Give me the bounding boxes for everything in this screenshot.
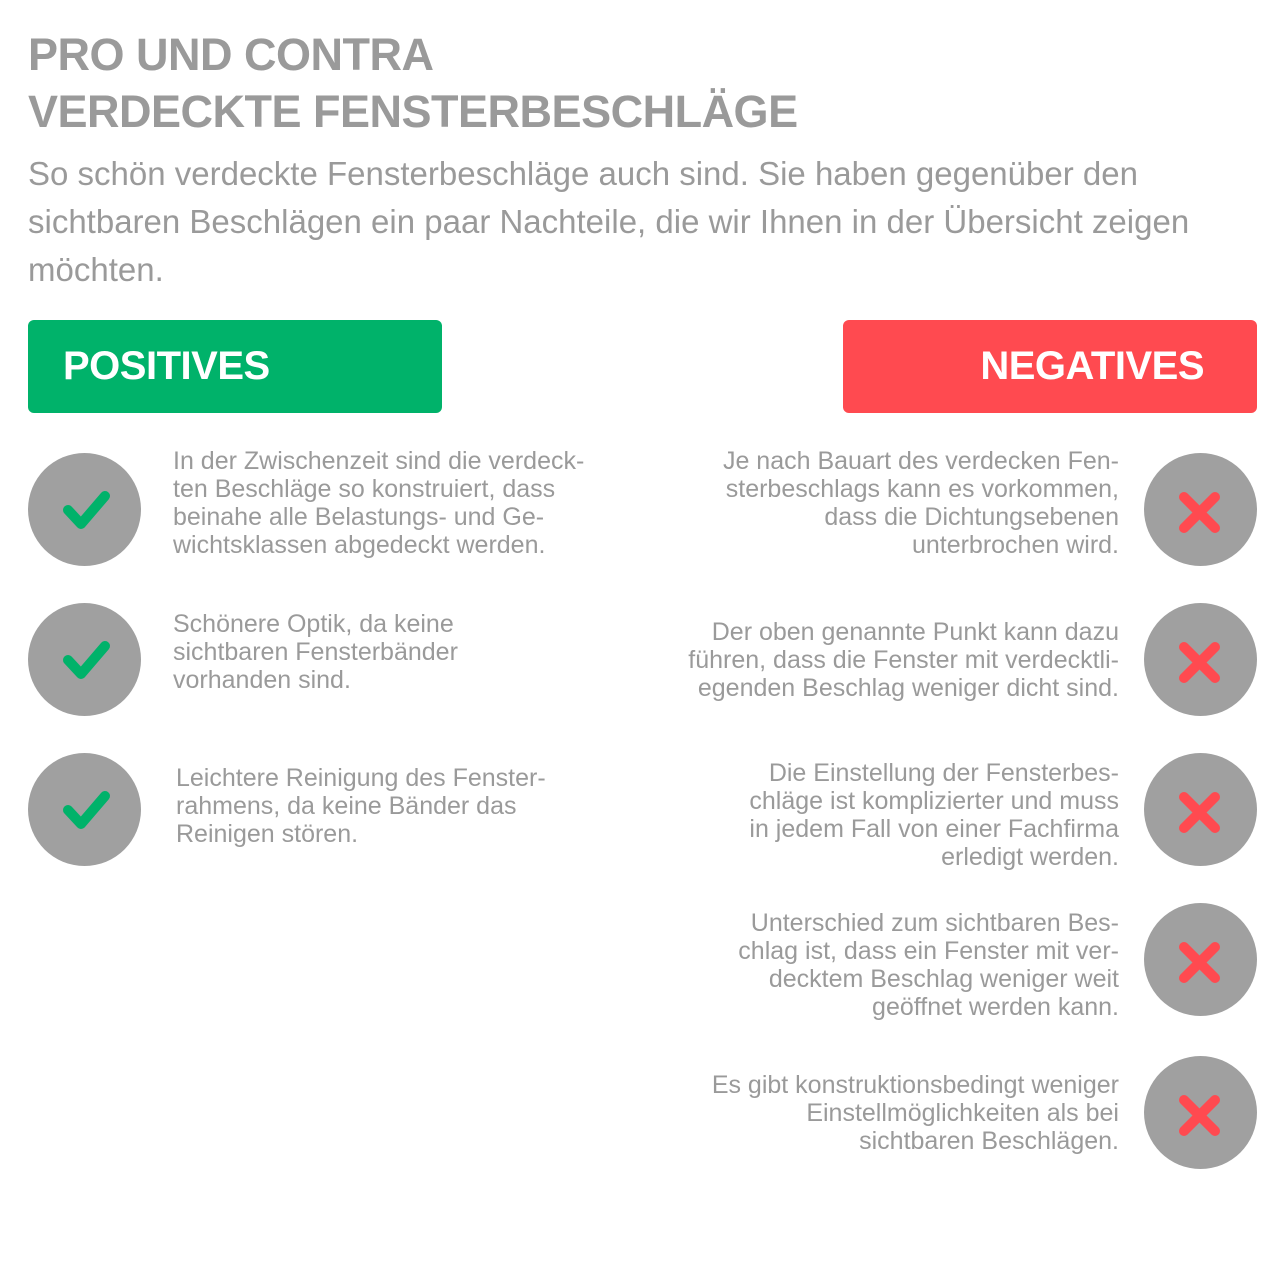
negative-item-4-cross-icon: [1144, 903, 1257, 1016]
positive-item-2-check-icon: [28, 603, 141, 716]
positive-item-2-text: Schönere Optik, da keine sichtbaren Fensterbänder vorhanden sind.: [173, 610, 458, 694]
positive-item-1-check-icon: [28, 453, 141, 566]
positive-item-3-text: Leichtere Reinigung des Fenster- rahmens, da keine Bänder das Reinigen stören.: [176, 764, 546, 848]
negative-item-2-text: Der oben genannte Punkt kann dazu führen, dass die Fenster mit verdecktli- egenden Beschlag weniger dicht sind.: [688, 618, 1119, 702]
intro-text: So schön verdeckte Fensterbeschläge auch sind. Sie haben gegenüber den sichtbaren Beschlägen ein paar Nachteile, die wir Ihnen in der Übersicht zeigen möchten.: [28, 155, 1190, 288]
negative-item-1-text: Je nach Bauart des verdecken Fen- sterbeschlags kann es vorkommen, dass die Dichtungsebenen unterbrochen wird.: [722, 447, 1119, 559]
negatives-header: NEGATIVES: [843, 320, 1257, 413]
negative-item-5-cross-icon: [1144, 1056, 1257, 1169]
negative-item-1-cross-icon: [1144, 453, 1257, 566]
negative-item-2-cross-icon: [1144, 603, 1257, 716]
positive-item-1-text: In der Zwischenzeit sind die verdeck- ten Beschläge so konstruiert, dass beinahe alle Belastungs- und Ge- wichtsklassen abgedeckt werden.: [173, 447, 585, 559]
title-line-1: PRO UND CONTRA: [28, 29, 434, 80]
positives-header: POSITIVES: [28, 320, 442, 413]
negative-item-3-cross-icon: [1144, 753, 1257, 866]
negative-item-5-text: Es gibt konstruktionsbedingt weniger Einstellmöglichkeiten als bei sichtbaren Beschlägen.: [711, 1071, 1119, 1155]
title-line-2: VERDECKTE FENSTERBESCHLÄGE: [28, 86, 798, 137]
negative-item-3-text: Die Einstellung der Fensterbes- chläge ist komplizierter und muss in jedem Fall von einer Fachfirma erledigt werden.: [749, 759, 1119, 871]
negative-item-4-text: Unterschied zum sichtbaren Bes- chlag ist, dass ein Fenster mit ver- decktem Beschlag weniger weit geöffnet werden kann.: [738, 909, 1119, 1021]
page-title: [28, 26, 798, 140]
positive-item-3-check-icon: [28, 753, 141, 866]
